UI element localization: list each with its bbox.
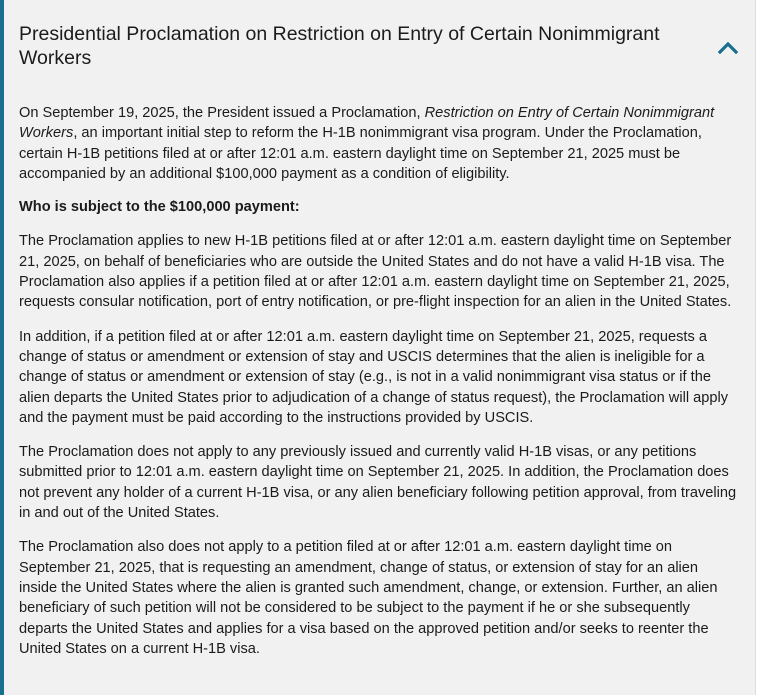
chevron-up-icon[interactable] xyxy=(718,40,738,54)
applies-paragraph: The Proclamation applies to new H-1B petitions filed at or after 12:01 a.m. eastern daylight time on September 21, 2025, on behalf of beneficiaries who are outside the United States and do not have a valid H-1B visa. The Proclamation also applies if a petition filed at or after 12:01 a.m. eastern daylight time on September 21, 2025, requests consular notification, port of entry notification, or pre-flight inspection for an alien in the United States. xyxy=(19,233,732,311)
intro-paragraph xyxy=(19,103,740,184)
amendment-exemption-paragraph: The Proclamation also does not apply to a petition filed at or after 12:01 a.m. eastern daylight time on September 21, 2025, that is requesting an amendment, change of status, or extension of stay for an alien inside the United States where the alien is granted such amendment, change, or extension. Further, an alien beneficiary of such petition will not be considered to be subject to the payment if he or she subsequently departs the United States and applies for a visa based on the approved petition and/or seeks to reenter the United States on a current H-1B visa. xyxy=(19,539,718,657)
accordion-content xyxy=(4,103,755,659)
section-heading: Who is subject to the $100,000 payment: xyxy=(19,199,300,216)
proclamation-title-italic: Restriction on Entry of Certain Nonimmigrant Workers xyxy=(19,105,715,142)
intro-text-end: , an important initial step to reform the H-1B nonimmigrant visa program. Under the Proclamation, certain H-1B petitions filed at or after 12:01 a.m. eastern daylight time on September 21, 2025 must be accompanied by an additional $100,000 payment as a condition of eligibility. xyxy=(19,125,702,182)
change-of-status-paragraph: In addition, if a petition filed at or after 12:01 a.m. eastern daylight time on September 21, 2025, requests a change of status or amendment or extension of stay and USCIS determines that the alien is ineligible for a change of status or amendment or extension of stay (e.g., is not in a valid nonimmigrant visa status or if the alien departs the United States prior to adjudication of a change of status request), the Proclamation will apply and the payment must be paid according to the instructions provided by USCIS. xyxy=(19,328,729,426)
intro-text-start: On September 19, 2025, the President issued a Proclamation, xyxy=(19,105,425,121)
does-not-apply-paragraph: The Proclamation does not apply to any previously issued and currently valid H-1B visas, or any petitions submitted prior to 12:01 a.m. eastern daylight time on September 21, 2025. In addition, the Proclamation does not prevent any holder of a current H-1B visa, or any alien beneficiary following petition approval, from traveling in and out of the United States. xyxy=(19,444,737,522)
accordion-header[interactable] xyxy=(4,0,755,83)
accordion-title[interactable]: Presidential Proclamation on Restriction on Entry of Certain Nonimmigrant Workers xyxy=(19,23,660,69)
